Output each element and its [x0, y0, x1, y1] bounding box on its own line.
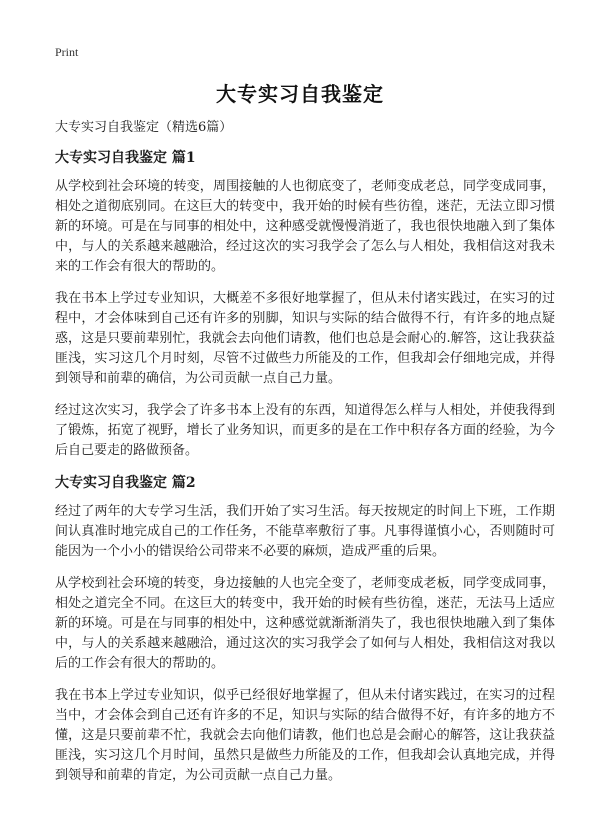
paragraph: 从学校到社会环境的转变，身边接触的人也完全变了，老师变成老板，同学变成同事，相处之道完全不同。在这巨大的转变中，我开始的时候有些彷徨，迷茫，无法马上适应新的环境。可是在与同事的相处中，这种感觉就渐渐消失了，我也很快地融入到了集体中，与人的关系越来越融洽，通过这次的实习我学会了如何与人相处，我相信这对我以后的工作会有很大的帮助的。 [55, 576, 555, 671]
section-2 [55, 473, 555, 786]
print-link[interactable]: Print [55, 45, 79, 59]
document-body [55, 118, 555, 798]
paragraph: 经过了两年的大专学习生活，我们开始了实习生活。每天按规定的时间上下班，工作期间认真准时地完成自己的工作任务，不能草率敷衍了事。凡事得谨慎小心，否则随时可能因为一个小小的错误给公司带来不必要的麻烦，造成严重的后果。 [55, 504, 555, 559]
page-title: 大专实习自我鉴定 [216, 82, 384, 106]
document-subtitle: 大专实习自我鉴定（精选6篇） [55, 120, 233, 135]
section-1 [55, 148, 555, 461]
section-heading: 大专实习自我鉴定 篇2 [55, 475, 196, 491]
paragraph: 我在书本上学过专业知识，大概差不多很好地掌握了，但从未付诸实践过，在实习的过程中，才会体味到自己还有许多的别脚，知识与实际的结合做得不行，有许多的地点疑惑，这是只要前辈别忙，我就会去向他们请教，他们也总是会耐心的.解答，这让我获益匪浅，实习这几个月时刻，尽管不过做些力所能及的工作，但我却会仔细地完成，并得到领导和前辈的确信，为公司贡献一点自己力量。 [55, 291, 555, 386]
paragraph: 我在书本上学过专业知识，似乎已经很好地掌握了，但从未付诸实践过，在实习的过程当中，才会体会到自己还有许多的不足，知识与实际的结合做得不好，有许多的地方不懂，这是只要前辈不忙，我就会去向他们请教，他们也总是会耐心的解答，这让我获益匪浅，实习这几个月时间，虽然只是做些力所能及的工作，但我却会认真地完成，并得到领导和前辈的肯定，为公司贡献一点自己力量。 [55, 688, 555, 783]
paragraph: 经过这次实习，我学会了许多书本上没有的东西，知道得怎么样与人相处，并使我得到了锻炼，拓宽了视野，增长了业务知识，而更多的是在工作中积存各方面的经验，为今后自己要走的路做预备。 [55, 403, 555, 458]
paragraph: 从学校到社会环境的转变，周围接触的人也彻底变了，老师变成老总，同学变成同事，相处之道彻底别同。在这巨大的转变中，我开始的时候有些彷徨，迷茫，无法立即习惯新的环境。可是在与同事的相处中，这种感受就慢慢消逝了，我也很快地融入到了集体中，与人的关系越来越融洽，经过这次的实习我学会了怎么与人相处，我相信这对我未来的工作会有很大的帮助的。 [55, 179, 555, 274]
section-heading: 大专实习自我鉴定 篇1 [55, 150, 196, 166]
